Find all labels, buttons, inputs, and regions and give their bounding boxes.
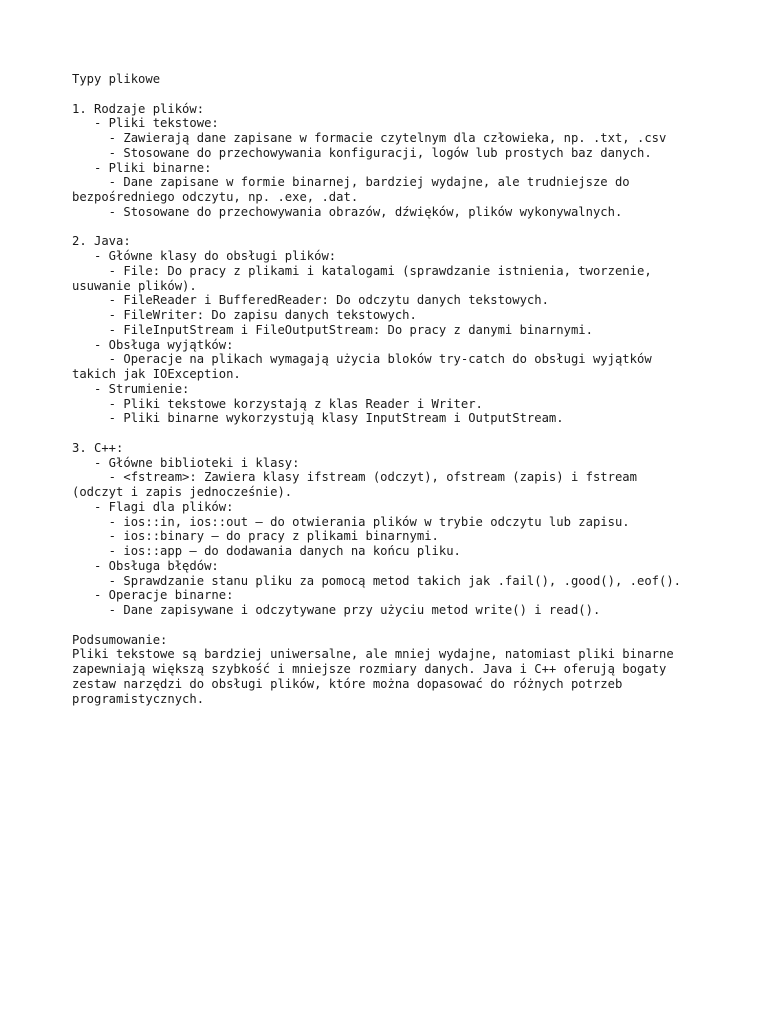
- list-item: - Operacje binarne:: [72, 588, 234, 603]
- blank-line: [72, 426, 702, 441]
- list-item: - Pliki binarne wykorzystują klasy InputStream i OutputStream.: [72, 411, 564, 426]
- list-item: - ios::app — do dodawania danych na końcu pliku.: [72, 544, 461, 558]
- paragraph-line: zapewniają większą szybkość i mniejsze rozmiary danych. Java i C++ oferują bogaty: [72, 662, 667, 676]
- list-item: - Pliki tekstowe:: [72, 116, 219, 131]
- list-item: - Obsługa wyjątków:: [72, 337, 234, 352]
- blank-line: [72, 618, 702, 633]
- list-item-continuation: (odczyt i zapis jednocześnie).: [72, 485, 293, 499]
- section-heading: 3. C++:: [72, 440, 124, 455]
- list-item: - <fstream>: Zawiera klasy ifstream (odczyt), ofstream (zapis) i fstream: [72, 470, 637, 485]
- list-item-continuation: takich jak IOException.: [72, 367, 241, 381]
- blank-line: [72, 87, 702, 102]
- list-item: - Strumienie:: [72, 381, 190, 396]
- list-item: - Dane zapisane w formie binarnej, bardziej wydajne, ale trudniejsze do: [72, 175, 630, 190]
- list-item: - Dane zapisywane i odczytywane przy użyciu metod write() i read().: [72, 603, 601, 617]
- blank-line: [72, 220, 702, 235]
- section-heading: 1. Rodzaje plików:: [72, 101, 205, 116]
- paragraph-line: programistycznych.: [72, 691, 205, 706]
- list-item-continuation: bezpośredniego odczytu, np. .exe, .dat.: [72, 190, 359, 204]
- section-file-types: [72, 102, 702, 220]
- list-item: - Główne biblioteki i klasy:: [72, 455, 300, 470]
- list-item: - Sprawdzanie stanu pliku za pomocą metod takich jak .fail(), .good(), .eof().: [72, 573, 682, 588]
- list-item: - FileWriter: Do zapisu danych tekstowych.: [72, 308, 417, 322]
- list-item: - Operacje na plikach wymagają użycia bloków try-catch do obsługi wyjątków: [72, 352, 652, 367]
- list-item-continuation: usuwanie plików).: [72, 278, 197, 293]
- list-item: - Główne klasy do obsługi plików:: [72, 249, 337, 263]
- section-cpp: [72, 441, 702, 618]
- section-heading: Podsumowanie:: [72, 632, 168, 647]
- list-item: - Obsługa błędów:: [72, 558, 219, 573]
- paragraph-line: zestaw narzędzi do obsługi plików, które można dopasować do różnych potrzeb: [72, 676, 623, 691]
- list-item: - Stosowane do przechowywania obrazów, dźwięków, plików wykonywalnych.: [72, 204, 623, 219]
- document-title: Typy plikowe: [72, 72, 161, 86]
- list-item: - Stosowane do przechowywania konfiguracji, logów lub prostych baz danych.: [72, 145, 652, 160]
- section-summary: [72, 633, 702, 707]
- list-item: - Pliki tekstowe korzystają z klas Reader i Writer.: [72, 396, 483, 411]
- list-item: - File: Do pracy z plikami i katalogami (sprawdzanie istnienia, tworzenie,: [72, 263, 652, 278]
- list-item: - ios::binary — do pracy z plikami binarnymi.: [72, 529, 439, 544]
- section-java: [72, 234, 702, 426]
- document-page: [72, 72, 702, 706]
- list-item: - FileReader i BufferedReader: Do odczytu danych tekstowych.: [72, 293, 549, 308]
- section-heading: 2. Java:: [72, 234, 131, 249]
- list-item: - Flagi dla plików:: [72, 499, 234, 514]
- list-item: - Pliki binarne:: [72, 160, 212, 175]
- list-item: - ios::in, ios::out — do otwierania plików w trybie odczytu lub zapisu.: [72, 514, 630, 529]
- list-item: - Zawierają dane zapisane w formacie czytelnym dla człowieka, np. .txt, .csv: [72, 131, 667, 145]
- list-item: - FileInputStream i FileOutputStream: Do pracy z danymi binarnymi.: [72, 322, 593, 337]
- paragraph-line: Pliki tekstowe są bardziej uniwersalne, ale mniej wydajne, natomiast pliki binarne: [72, 647, 674, 662]
